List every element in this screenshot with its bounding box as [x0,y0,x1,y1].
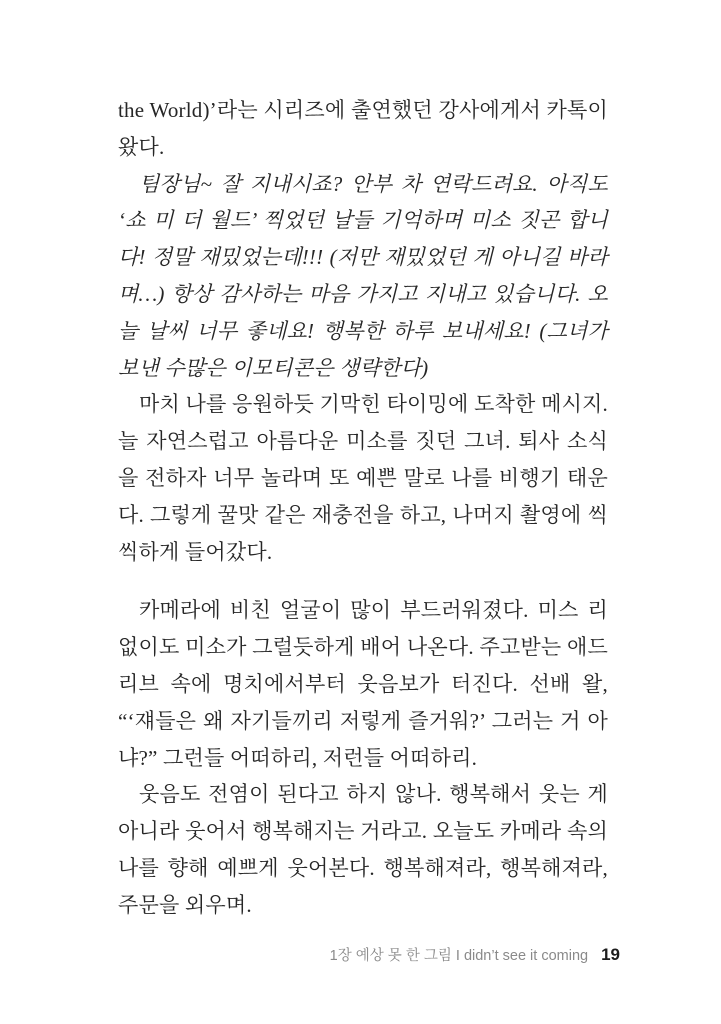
paragraph-continuation: the World)’라는 시리즈에 출연했던 강사에게서 카톡이 왔다. [118,98,608,159]
footer-page-number: 19 [601,945,620,964]
paragraph-gap [118,570,608,592]
paragraph-narrative-1: 마치 나를 응원하듯 기막힌 타이밍에 도착한 메시지. 늘 자연스럽고 아름다운 미소를 짓던 그녀. 퇴사 소식을 전하자 너무 놀라며 또 예쁜 말로 나를 비행기 태운다. 그렇게 꿀맛 같은 재충전을 하고, 나머지 촬영에 씩씩하게 들어갔다. [118,392,608,564]
page-footer [118,944,620,967]
page-body-text [118,92,608,924]
paragraph-narrative-2: 카메라에 비친 얼굴이 많이 부드러워졌다. 미스 리 없이도 미소가 그럴듯하게 배어 나온다. 주고받는 애드리브 속에 명치에서부터 웃음보가 터진다. 선배 왈, “‘쟤들은 왜 자기들끼리 저렇게 즐거워?’ 그러는 거 아냐?” 그런들 어떠하리, 저런들 어떠하리. [118,598,608,770]
paragraph-narrative-3: 웃음도 전염이 된다고 하지 않나. 행복해서 웃는 게 아니라 웃어서 행복해지는 거라고. 오늘도 카메라 속의 나를 향해 예쁘게 웃어본다. 행복해져라, 행복해져라, 주문을 외우며. [118,782,608,917]
footer-chapter-title: 1장 예상 못 한 그림 I didn’t see it coming [329,948,589,964]
paragraph-kakao-message: 팀장님~ 잘 지내시죠? 안부 차 연락드려요. 아직도 ‘쇼 미 더 월드’ 찍었던 날들 기억하며 미소 짓곤 합니다! 정말 재밌었는데!!! (저만 재밌었던 게 아니길 바라며…) 항상 감사하는 마음 가지고 지내고 있습니다. 오늘 날씨 너무 좋네요! 행복한 하루 보내세요! (그녀가 보낸 수많은 이모티콘은 생략한다) [118,171,608,380]
